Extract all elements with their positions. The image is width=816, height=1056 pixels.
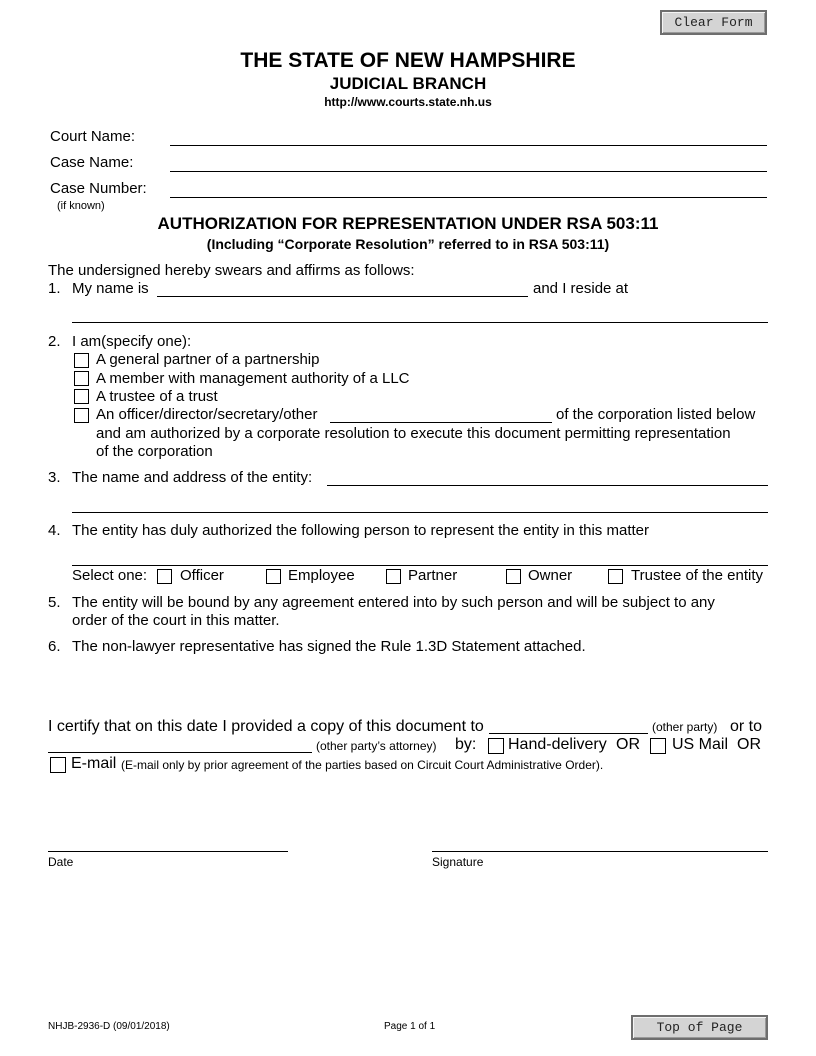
other-party-field[interactable] — [489, 733, 648, 734]
case-name-field[interactable] — [170, 171, 767, 172]
general-partner-checkbox[interactable] — [74, 353, 89, 368]
or-to-text: or to — [730, 718, 763, 735]
role-officer-checkbox[interactable] — [157, 569, 172, 584]
llc-member-label: A member with management authority of a LLC — [96, 370, 410, 387]
role-partner-checkbox[interactable] — [386, 569, 401, 584]
role-employee-checkbox[interactable] — [266, 569, 281, 584]
other-party-note: (other party) — [652, 720, 718, 734]
us-mail-label: US Mail — [672, 736, 729, 753]
attorney-field[interactable] — [48, 752, 312, 753]
email-label: E-mail — [71, 755, 117, 772]
signature-label: Signature — [432, 855, 484, 869]
or-text-1: OR — [616, 736, 640, 753]
case-name-label: Case Name: — [50, 154, 134, 171]
item-5-text: The entity will be bound by any agreement entered into by such person and will be subject to any — [72, 594, 715, 611]
item-6-text: The non-lawyer representative has signed the Rule 1.3D Statement attached. — [72, 638, 586, 655]
item-1-text: My name is — [72, 280, 149, 297]
role-trustee-checkbox[interactable] — [608, 569, 623, 584]
page-number: Page 1 of 1 — [384, 1021, 436, 1032]
by-text: by: — [455, 736, 477, 753]
role-officer-label: Officer — [180, 567, 224, 584]
item-4-number: 4. — [48, 522, 61, 539]
item-1-reside-text: and I reside at — [533, 280, 629, 297]
email-note: (E-mail only by prior agreement of the parties based on Circuit Court Administrative Order). — [121, 758, 604, 772]
role-trustee-label: Trustee of the entity — [631, 567, 764, 584]
officer-checkbox[interactable] — [74, 408, 89, 423]
entity-name-field[interactable] — [327, 485, 768, 486]
date-label: Date — [48, 855, 74, 869]
item-6-number: 6. — [48, 638, 61, 655]
us-mail-checkbox[interactable] — [650, 738, 666, 754]
officer-title-field[interactable] — [330, 422, 552, 423]
trustee-checkbox[interactable] — [74, 389, 89, 404]
role-partner-label: Partner — [408, 567, 458, 584]
clear-form-button[interactable]: Clear Form — [660, 10, 767, 35]
officer-label: An officer/director/secretary/other — [96, 406, 318, 423]
general-partner-label: A general partner of a partnership — [96, 351, 320, 368]
or-text-2: OR — [737, 736, 761, 753]
case-number-label: Case Number: — [50, 180, 147, 197]
signature-field[interactable] — [432, 851, 768, 852]
role-employee-label: Employee — [288, 567, 355, 584]
form-id: NHJB-2936-D (09/01/2018) — [48, 1021, 170, 1032]
date-field[interactable] — [48, 851, 288, 852]
top-of-page-button[interactable]: Top of Page — [631, 1015, 768, 1040]
item-2-text: I am(specify one): — [72, 333, 192, 350]
officer-label-cont: of the corporation listed below — [556, 406, 756, 423]
officer-label-line3: of the corporation — [96, 443, 213, 460]
item-3-text: The name and address of the entity: — [72, 469, 313, 486]
court-name-label: Court Name: — [50, 128, 136, 145]
form-title: AUTHORIZATION FOR REPRESENTATION UNDER RSA 503:11 — [157, 214, 659, 233]
form-subtitle: (Including “Corporate Resolution” referred to in RSA 503:11) — [206, 236, 610, 252]
item-5-text-cont: order of the court in this matter. — [72, 612, 280, 629]
select-one-label: Select one: — [72, 567, 148, 584]
court-name-field[interactable] — [170, 145, 767, 146]
officer-label-line2: and am authorized by a corporate resolution to execute this document permitting representation — [96, 425, 731, 442]
address-field[interactable] — [72, 322, 768, 323]
state-title: THE STATE OF NEW HAMPSHIRE — [240, 49, 576, 72]
intro-text: The undersigned hereby swears and affirms as follows: — [48, 262, 415, 279]
case-number-field[interactable] — [170, 197, 767, 198]
if-known-note: (if known) — [57, 200, 105, 212]
court-url: http://www.courts.state.nh.us — [324, 95, 492, 109]
item-1-number: 1. — [48, 280, 61, 297]
name-field[interactable] — [157, 296, 528, 297]
certify-text: I certify that on this date I provided a copy of this document to — [48, 718, 484, 735]
role-owner-label: Owner — [528, 567, 573, 584]
attorney-note: (other party’s attorney) — [316, 739, 437, 753]
email-checkbox[interactable] — [50, 757, 66, 773]
trustee-label: A trustee of a trust — [96, 388, 218, 405]
llc-member-checkbox[interactable] — [74, 371, 89, 386]
role-owner-checkbox[interactable] — [506, 569, 521, 584]
item-2-number: 2. — [48, 333, 61, 350]
branch-title: JUDICIAL BRANCH — [329, 74, 487, 93]
hand-delivery-checkbox[interactable] — [488, 738, 504, 754]
item-3-number: 3. — [48, 469, 61, 486]
item-5-number: 5. — [48, 594, 61, 611]
entity-address-field[interactable] — [72, 512, 768, 513]
representative-name-field[interactable] — [72, 565, 768, 566]
item-4-text: The entity has duly authorized the following person to represent the entity in this matter — [72, 522, 649, 539]
hand-delivery-label: Hand-delivery — [508, 736, 607, 753]
